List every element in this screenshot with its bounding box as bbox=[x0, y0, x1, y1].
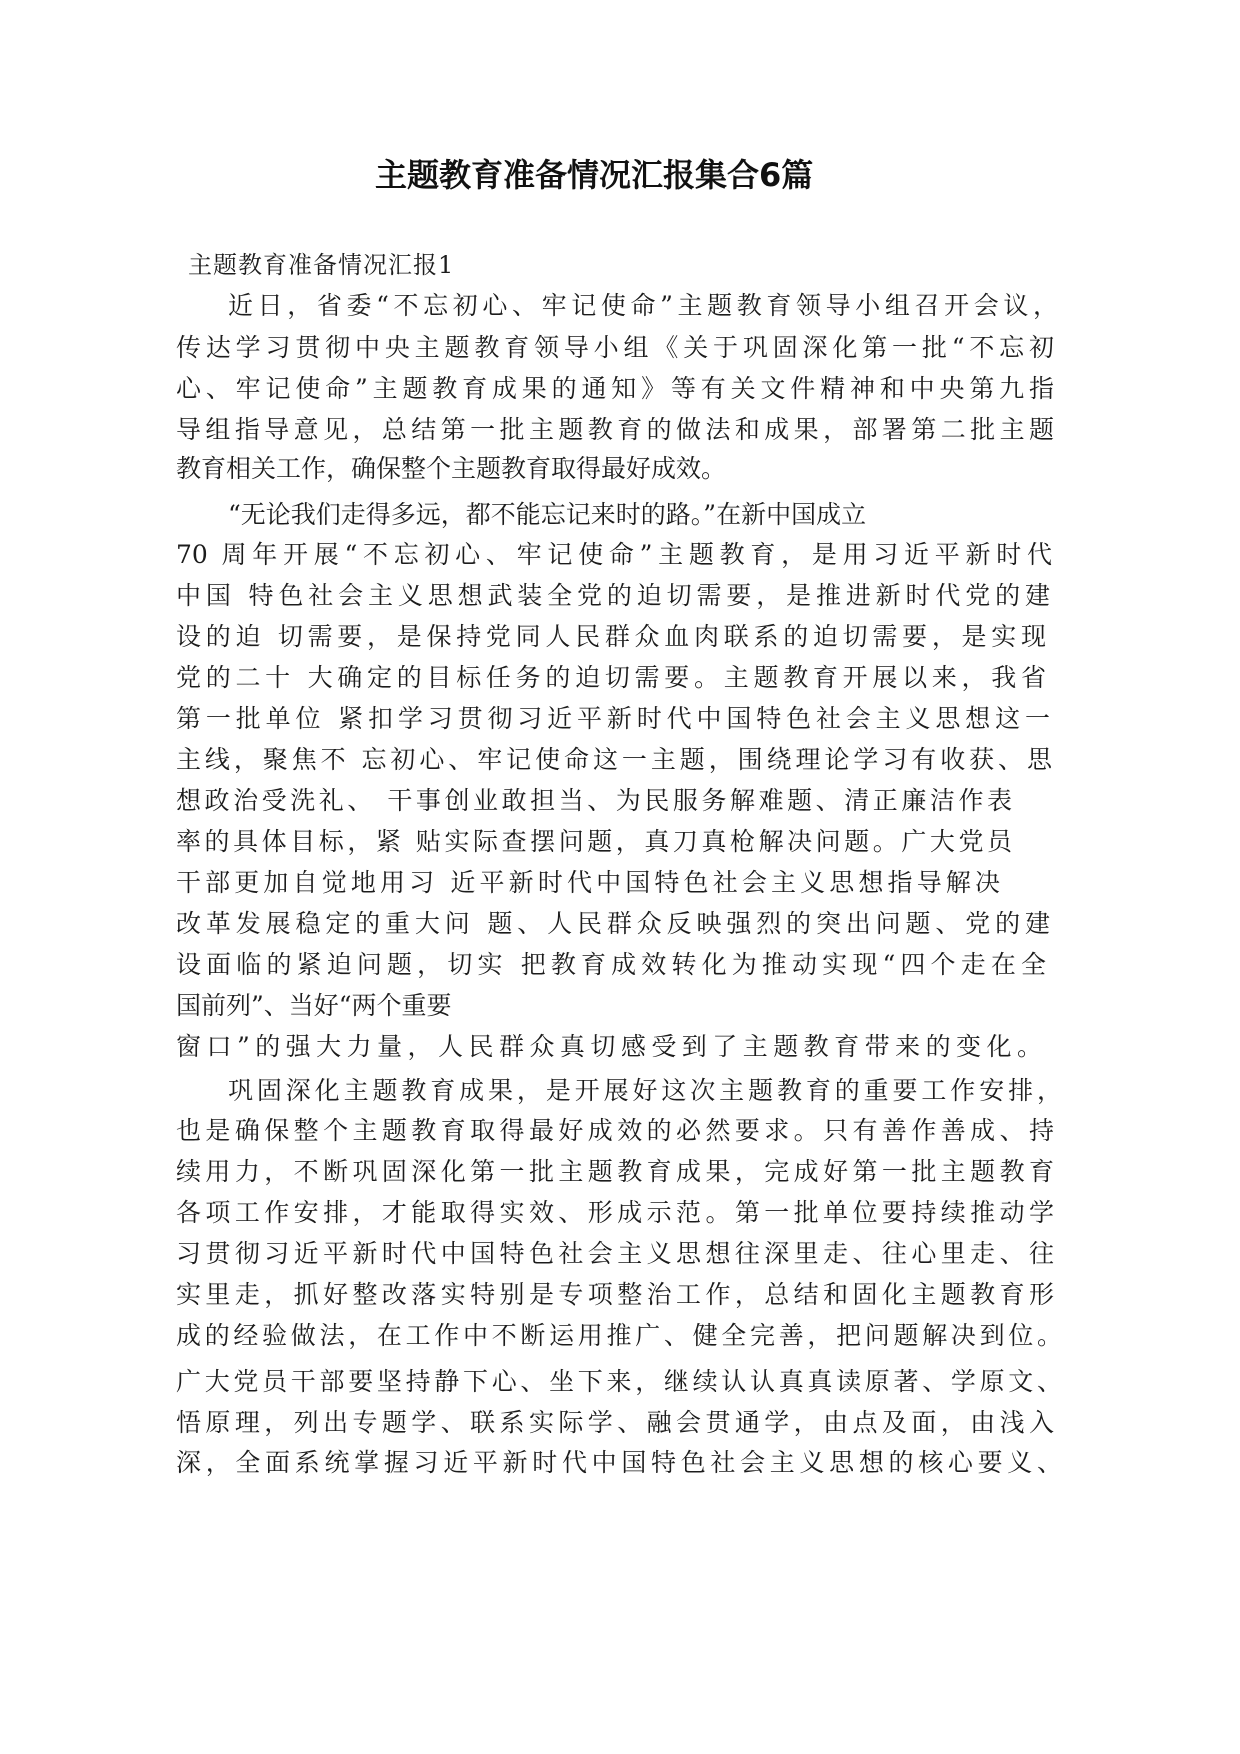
paragraph-line: 中国 特色社会主义思想武装全党的迫切需要，是推进新时代党的建 bbox=[176, 581, 1050, 610]
paragraph-line: 第一批单位 紧扣学习贯彻习近平新时代中国特色社会主义思想这一 bbox=[176, 704, 1050, 733]
paragraph-line: 成的经验做法，在工作中不断运用推广、健全完善，把问题解决到位。 bbox=[176, 1321, 1062, 1350]
paragraph-line: 也是确保整个主题教育取得最好成效的必然要求。只有善作善成、持 bbox=[176, 1116, 1054, 1145]
paragraph-line: 窗口”的强大力量，人民群众真切感受到了主题教育带来的变化。 bbox=[176, 1032, 1042, 1061]
document-title: 主题教育准备情况汇报集合6篇 bbox=[375, 156, 814, 194]
paragraph-line: 改革发展稳定的重大问 题、人民群众反映强烈的突出问题、党的建 bbox=[176, 909, 1050, 938]
paragraph-line: 干部更加自觉地用习 近平新时代中国特色社会主义思想指导解决 bbox=[176, 868, 1000, 897]
paragraph-line: 率的具体目标，紧 贴实际查摆问题，真刀真枪解决问题。广大党员 bbox=[176, 827, 1012, 856]
paragraph-line: 教育相关工作，确保整个主题教育取得最好成效。 bbox=[176, 454, 727, 483]
paragraph-line: 心、牢记使命”主题教育成果的通知》等有关文件精神和中央第九指 bbox=[176, 374, 1054, 403]
paragraph-line: 设的迫 切需要，是保持党同人民群众血肉联系的迫切需要，是实现 bbox=[176, 622, 1046, 651]
paragraph-line: 各项工作安排，才能取得实效、形成示范。第一批单位要持续推动学 bbox=[176, 1198, 1054, 1227]
paragraph-line: 悟原理，列出专题学、联系实际学、融会贯通学，由点及面，由浅入 bbox=[176, 1408, 1054, 1437]
paragraph-line: 70 周年开展“不忘初心、牢记使命”主题教育，是用习近平新时代 bbox=[176, 540, 1052, 569]
paragraph-line: 习贯彻习近平新时代中国特色社会主义思想往深里走、往心里走、往 bbox=[176, 1239, 1054, 1268]
paragraph-line: 主线，聚焦不 忘初心、牢记使命这一主题，围绕理论学习有收获、思 bbox=[176, 745, 1052, 774]
section-title: 主题教育准备情况汇报1 bbox=[188, 251, 455, 279]
paragraph-line: 实里走，抓好整改落实特别是专项整治工作，总结和固化主题教育形 bbox=[176, 1280, 1054, 1309]
paragraph-line: 导组指导意见，总结第一批主题教育的做法和成果，部署第二批主题 bbox=[176, 415, 1054, 444]
paragraph-line: 想政治受洗礼、 干事创业敢担当、为民服务解难题、清正廉洁作表 bbox=[176, 786, 1012, 815]
paragraph-line: 党的二十 大确定的目标任务的迫切需要。主题教育开展以来，我省 bbox=[176, 663, 1046, 692]
paragraph-line: 深，全面系统掌握习近平新时代中国特色社会主义思想的核心要义、 bbox=[176, 1448, 1062, 1477]
paragraph-line: 设面临的紧迫问题，切实 把教育成效转化为推动实现“四个走在全 bbox=[176, 950, 1046, 979]
paragraph-line: 续用力，不断巩固深化第一批主题教育成果，完成好第一批主题教育 bbox=[176, 1157, 1054, 1186]
paragraph-line: 巩固深化主题教育成果，是开展好这次主题教育的重要工作安排， bbox=[228, 1076, 1062, 1105]
paragraph-line: 近日，省委“不忘初心、牢记使命”主题教育领导小组召开会议， bbox=[228, 291, 1058, 320]
paragraph-line: 国前列”、当好“两个重要 bbox=[176, 991, 452, 1020]
paragraph-line: 传达学习贯彻中央主题教育领导小组《关于巩固深化第一批“不忘初 bbox=[176, 333, 1054, 362]
paragraph-line: “无论我们走得多远，都不能忘记来时的路。”在新中国成立 bbox=[228, 500, 867, 529]
paragraph-line: 广大党员干部要坚持静下心、坐下来，继续认认真真读原著、学原文、 bbox=[176, 1367, 1062, 1396]
